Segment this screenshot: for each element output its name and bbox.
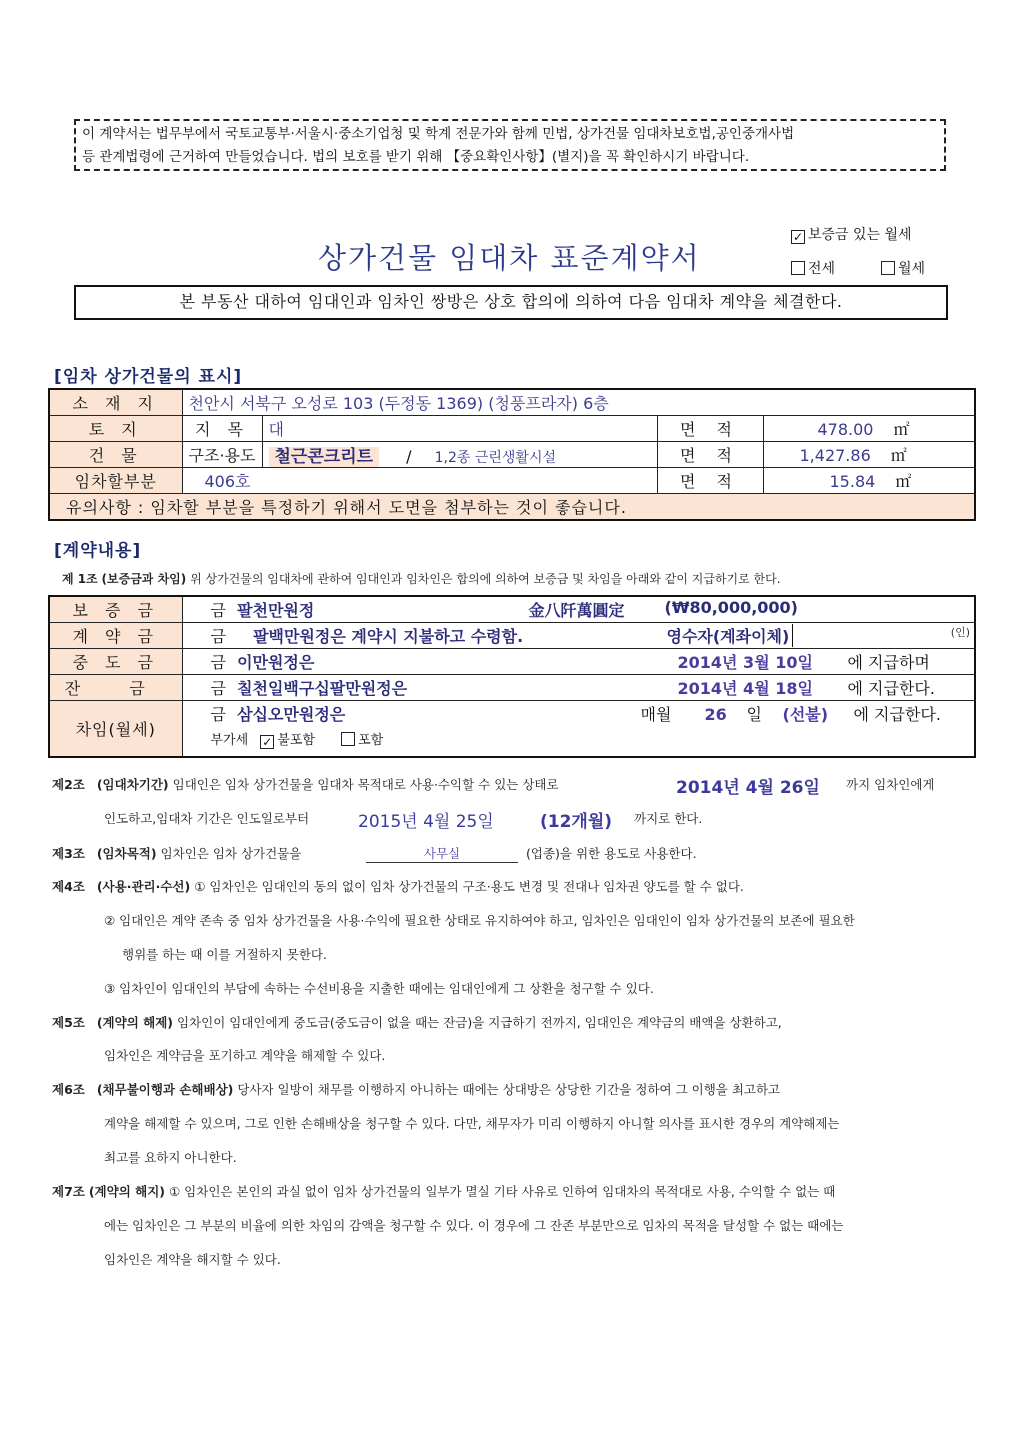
vat-excluded-option[interactable]: ✓ 불포함 (262, 733, 316, 749)
article-4 (52, 878, 744, 895)
article-7-title: (계약의 해지) (88, 1184, 165, 1199)
handover-date: 2014년 4월 26일 (676, 778, 820, 798)
deposit-cell (182, 596, 975, 623)
down-text: 팔백만원정은 계약시 지불하고 수령함. (253, 627, 524, 646)
balance-text: 칠천일백구십팔만원정은 (237, 679, 408, 698)
property-table (48, 388, 976, 521)
article-5-text-2: 임차인은 계약금을 포기하고 계약을 해제할 수 있다. (104, 1048, 386, 1063)
mid-text: 이만원정은 (237, 653, 315, 672)
article-5-number: 제5조 (52, 1015, 85, 1030)
checkbox-checked-icon[interactable]: ✓ (792, 230, 804, 244)
mid-suffix: 에 지급하며 (847, 653, 930, 672)
article-5 (52, 1014, 782, 1031)
article-6-title: (채무불이행과 손해배상) (96, 1082, 234, 1097)
checkbox-icon[interactable] (341, 732, 355, 746)
article-3-text-1: 임차인은 임차 상가건물을 (160, 846, 302, 861)
purpose-value: 사무실 (366, 845, 518, 863)
middle-payment-cell (182, 649, 975, 675)
lease-part-label: 임차할부분 (49, 468, 182, 494)
legal-notice (74, 119, 946, 171)
article-4-para-2a: ② 임대인은 계약 존속 중 임차 상가건물을 사용·수익에 필요한 상태로 유지하여야 하고, 임차인은 임대인이 임차 상가건물의 보존에 필요한 (104, 913, 855, 928)
agreement-statement: 본 부동산 대하여 임대인과 임차인 쌍방은 상호 합의에 의하여 다음 임대차 계약을 체결한다. (74, 285, 948, 320)
table-row (49, 389, 975, 416)
land-area-label: 면 적 (657, 416, 763, 442)
vat-line (211, 729, 969, 753)
document-title: 상가건물 임대차 표준계약서 (318, 241, 701, 275)
article-3-number: 제3조 (52, 846, 85, 861)
article-5-title: (계약의 해제) (96, 1015, 173, 1030)
building-label: 건 물 (49, 442, 182, 468)
table-row (49, 468, 975, 494)
down-payment-cell (182, 623, 975, 649)
mid-date: 2014년 3월 10일 (677, 653, 813, 672)
article-6 (52, 1081, 780, 1098)
deposit-hanja: 金八阡萬圓定 (528, 601, 625, 620)
article-1-title: (보증금과 차임) (101, 572, 187, 586)
table-row (49, 442, 975, 468)
rent-monthly: 매월 (640, 705, 672, 724)
article-6-text-1: 당사자 일방이 채무를 이행하지 아니하는 때에는 상대방은 상당한 기간을 정하여 그 이행을 최고하고 (237, 1082, 781, 1097)
article-2-text-1: 임대인은 임차 상가건물을 임대차 목적대로 사용·수익할 수 있는 상태로 (172, 777, 559, 792)
building-use: 1,2종 근린생활시설 (434, 450, 557, 466)
article-2-text-2: 까지 임차인에게 (846, 777, 935, 792)
article-3-text-2: (업종)을 위한 용도로 사용한다. (526, 846, 697, 861)
land-label: 토 지 (49, 416, 182, 442)
down-receiver: 영수자(계좌이체) (667, 624, 794, 647)
article-4-para-3: ③ 임차인이 임대인의 부담에 속하는 수선비용을 지출한 때에는 임대인에게 그 상환을 청구할 수 있다. (104, 981, 654, 996)
article-4-number: 제4조 (52, 879, 85, 894)
deposit-label: 보 증 금 (49, 596, 182, 623)
rent-text: 삼십오만원정은 (237, 705, 346, 724)
option-jeonse[interactable]: 전세 (791, 258, 835, 278)
deposit-korean: 팔천만원정 (237, 601, 315, 620)
lease-end-date: 2015년 4월 25일 (358, 812, 494, 832)
structure-slash: / (406, 447, 412, 466)
rent-day-unit: 일 (746, 705, 762, 724)
article-5-text-1: 임차인이 임대인에게 중도금(중도금이 없을 때는 잔금)을 지급하기 전까지, 임대인은 계약금의 배액을 상환하고, (176, 1015, 782, 1030)
balance-date: 2014년 4월 18일 (677, 679, 813, 698)
balance-suffix: 에 지급한다. (847, 679, 935, 698)
lease-area-value: 15.84 (829, 472, 876, 491)
structure-cell (262, 442, 657, 468)
article-6-number: 제6조 (52, 1082, 85, 1097)
vat-included-option[interactable]: 포함 (341, 733, 383, 748)
balance-prefix: 금 (210, 679, 226, 698)
article-2-text-4: 까지로 한다. (634, 811, 703, 826)
table-row (49, 701, 975, 758)
seal-mark: (인) (950, 626, 970, 639)
structure-value: 철근콘크리트 (269, 447, 380, 467)
land-area-unit: ㎡ (893, 420, 910, 439)
contract-section-heading: [계약내용] (54, 541, 142, 561)
article-2-number: 제2조 (52, 777, 85, 792)
article-1-number: 제 1조 (62, 572, 98, 586)
table-row (49, 494, 975, 521)
rent-advance: (선불) (782, 705, 829, 724)
building-area-label: 면 적 (657, 442, 763, 468)
balance-cell (182, 675, 975, 701)
table-row (49, 623, 975, 649)
rent-suffix: 에 지급한다. (853, 705, 941, 724)
article-7-text-3: 임차인은 계약을 해지할 수 있다. (104, 1252, 281, 1267)
mid-prefix: 금 (210, 653, 226, 672)
down-prefix: 금 (210, 627, 226, 646)
rent-cell (182, 701, 975, 758)
article-7 (52, 1183, 835, 1200)
article-2 (52, 776, 559, 793)
lease-months: (12개월) (540, 812, 613, 832)
rent-line (189, 701, 969, 729)
article-2-title: (임대차기간) (96, 777, 169, 792)
checkbox-icon[interactable] (791, 261, 805, 275)
table-row (49, 596, 975, 623)
payment-table (48, 595, 976, 758)
article-4-para-2b: 행위를 하는 때 이를 거절하지 못한다. (122, 947, 327, 962)
article-4-para-1: ① 임차인은 임대인의 동의 없이 임차 상가건물의 구조·용도 변경 및 전대나 임차권 양도를 할 수 없다. (194, 879, 744, 894)
option-deposit-monthly[interactable]: ✓ 보증금 있는 월세 (792, 227, 912, 244)
article-6-text-2: 계약을 해제할 수 있으며, 그로 인한 손해배상을 청구할 수 있다. 다만, 채무자가 미리 이행하지 아니할 의사를 표시한 경우의 계약해제는 (104, 1116, 840, 1131)
lease-area-cell (763, 468, 975, 494)
deposit-prefix: 금 (210, 601, 226, 620)
table-row (49, 416, 975, 442)
location-label: 소 재 지 (49, 389, 182, 416)
notice-line-2: 등 관계법령에 근거하여 만들었습니다. 법의 보호를 받기 위해 【중요확인사항】(별지)을 꼭 확인하시기 바랍니다. (82, 149, 750, 165)
rent-prefix: 금 (210, 705, 226, 724)
article-1-text: 위 상가건물의 임대차에 관하여 임대인과 임차인은 합의에 의하여 보증금 및 차임을 아래와 같이 지급하기로 한다. (190, 572, 781, 586)
article-3-title: (임차목적) (96, 846, 157, 861)
lease-area-unit: ㎡ (895, 472, 912, 491)
option-monthly[interactable]: 월세 (881, 258, 925, 278)
notice-line-1: 이 계약서는 법무부에서 국토교통부·서울시·중소기업청 및 학계 전문가와 함께 민법, 상가건물 임대차보호법,공인중개사법 (82, 126, 795, 142)
building-area-unit: ㎡ (890, 446, 907, 465)
lease-part-value: 406호 (182, 468, 657, 494)
article-3 (52, 845, 301, 862)
checkbox-icon[interactable] (881, 261, 895, 275)
structure-label: 구조·용도 (182, 442, 262, 468)
deposit-number: (₩80,000,000) (664, 598, 798, 617)
land-area-value: 478.00 (817, 420, 874, 439)
balance-label: 잔 금 (49, 675, 182, 701)
article-4-title: (사용·관리·수선) (96, 879, 191, 894)
building-area-value: 1,427.86 (799, 446, 871, 465)
land-type-label: 지 목 (182, 416, 262, 442)
down-payment-label: 계 약 금 (49, 623, 182, 649)
checkbox-checked-icon[interactable]: ✓ (262, 735, 273, 749)
middle-payment-label: 중 도 금 (49, 649, 182, 675)
article-1 (62, 571, 781, 588)
rent-label: 차임(월세) (49, 701, 182, 758)
article-7-number: 제7조 (52, 1184, 85, 1199)
article-6-text-3: 최고를 요하지 아니한다. (104, 1150, 237, 1165)
building-area-cell (763, 442, 975, 468)
article-2-text-3: 인도하고,임대차 기간은 인도일로부터 (104, 811, 310, 826)
vat-label: 부가세 (210, 733, 249, 748)
property-note: 유의사항 : 임차할 부분을 특정하기 위해서 도면을 첨부하는 것이 좋습니다. (49, 494, 975, 521)
table-row (49, 649, 975, 675)
location-value: 천안시 서북구 오성로 103 (두정동 1369) (청풍프라자) 6층 (182, 389, 975, 416)
lease-area-label: 면 적 (657, 468, 763, 494)
table-row (49, 675, 975, 701)
land-type-value: 대 (262, 416, 657, 442)
rent-day: 26 (704, 705, 727, 724)
property-section-heading: [임차 상가건물의 표시] (54, 367, 243, 387)
article-7-text-2: 에는 임차인은 그 부분의 비율에 의한 차임의 감액을 청구할 수 있다. 이 경우에 그 잔존 부분만으로 임차의 목적을 달성할 수 없는 때에는 (104, 1218, 844, 1233)
land-area-cell (763, 416, 975, 442)
article-7-text-1: ① 임차인은 본인의 과실 없이 임차 상가건물의 일부가 멸실 기타 사유로 인하여 임대차의 목적대로 사용, 수익할 수 없는 때 (168, 1184, 836, 1199)
